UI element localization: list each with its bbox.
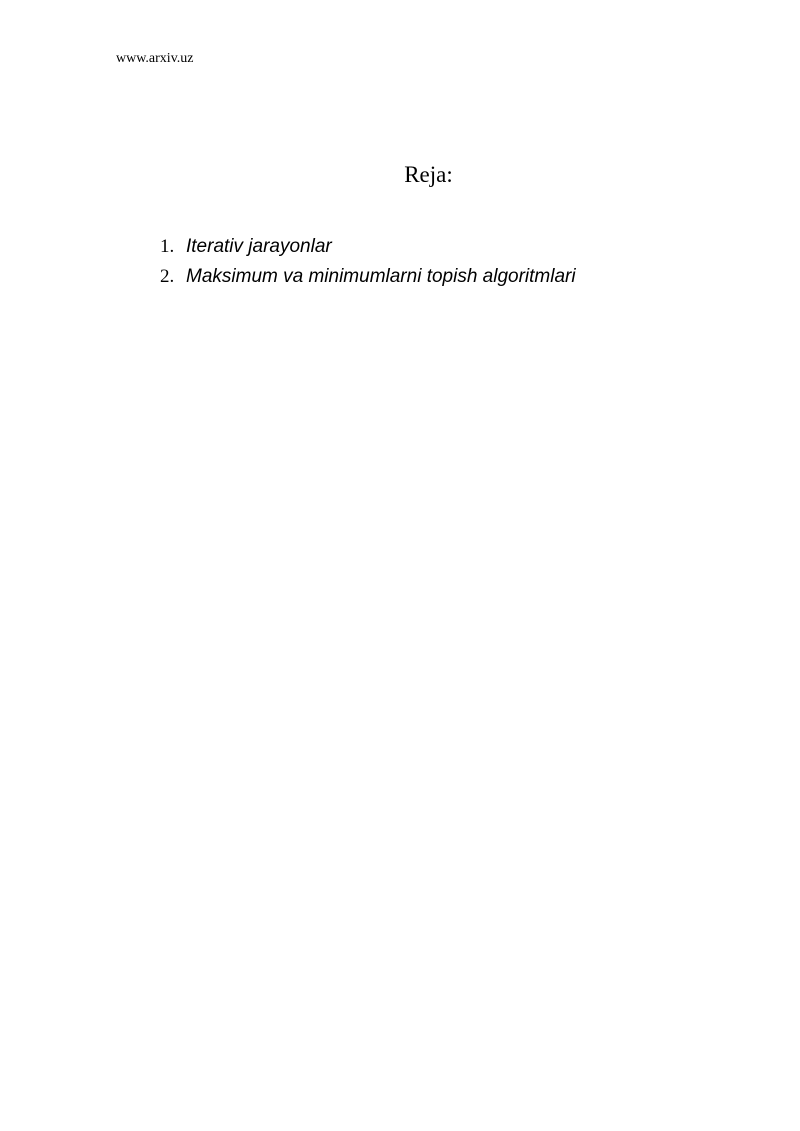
list-item-text: Maksimum va minimumlarni topish algoritmlari xyxy=(186,266,576,287)
page-title: Reja: xyxy=(404,162,453,187)
list-item-number: 2. xyxy=(160,266,175,287)
header-url: www.arxiv.uz xyxy=(116,51,194,66)
list-item-number: 1. xyxy=(160,236,175,257)
list-item-text: Iterativ jarayonlar xyxy=(186,236,332,257)
list-item xyxy=(160,234,576,264)
plan-list xyxy=(160,234,576,294)
list-item xyxy=(160,264,576,294)
